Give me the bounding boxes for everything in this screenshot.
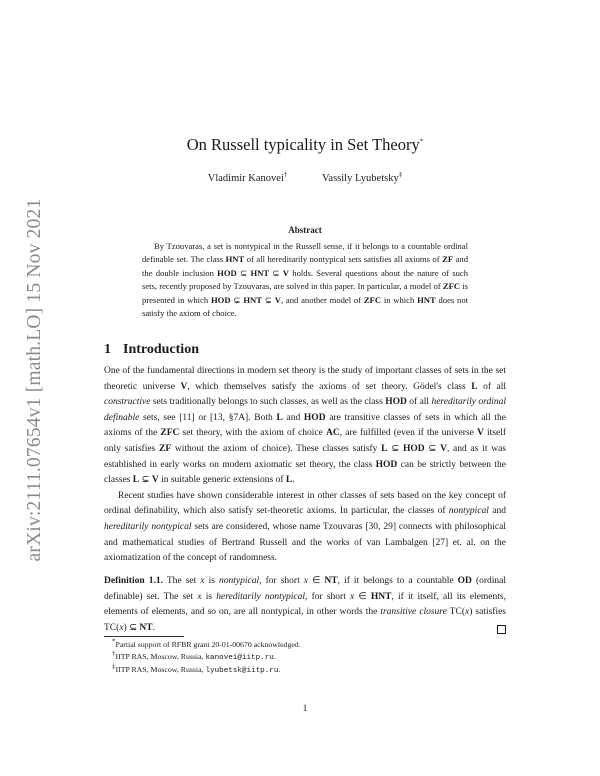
math: L	[381, 443, 388, 454]
author-2-name: Vassily Lyubetsky	[322, 173, 399, 184]
abs-math: HOD	[217, 267, 237, 278]
footnote-text: .	[273, 652, 276, 661]
abs-math: V	[274, 294, 281, 305]
text: ) satisfies TC(	[104, 607, 506, 633]
abs-math: ZFC	[442, 281, 461, 292]
emph: hereditarily ordinal definable	[104, 397, 506, 423]
emph: hereditarily nontypical	[104, 521, 192, 532]
email-link[interactable]: kanovei@iitp.ru	[205, 654, 274, 662]
text: The set	[162, 576, 201, 586]
math: ZFC	[160, 428, 180, 439]
abs-text: ⊆	[269, 267, 283, 278]
text: are transitive classes of sets in which all the axioms of the	[104, 412, 507, 439]
text: (ordinal definable) set. The set	[104, 576, 507, 602]
text: in suitable generic extensions of	[158, 475, 286, 486]
abs-text: holds. Several questions about the nature of such sets, recently proposed by Tzouvaras, are solved in this paper. In particular, a model of	[142, 267, 469, 292]
text: , for short	[305, 591, 351, 602]
math: V	[477, 428, 484, 439]
text: ∈	[354, 591, 371, 602]
text: sets are considered, whose name Tzouvaras [30, 29] connects with philosophical and mathematical studies of Bertrand Russell and the works of van Lambalgen [27] et. al. on the axiomatization of the concept of randomness.	[104, 521, 506, 564]
emph: nontypical	[219, 576, 260, 586]
abs-math: HOD	[210, 294, 231, 305]
text: set theory, with the axiom of choice	[179, 428, 327, 439]
text: of all	[406, 397, 432, 408]
abs-text: ⊆	[236, 267, 251, 278]
math: x	[465, 607, 470, 618]
text: sets traditionally belongs to such classes, as well as the class	[150, 397, 386, 408]
math: x	[350, 591, 355, 602]
title-text: On Russell typicality in Set Theory	[186, 135, 420, 154]
abs-math: HNT	[225, 254, 245, 265]
text: ∈	[308, 576, 325, 586]
math: V	[440, 443, 447, 454]
math: V	[151, 475, 159, 486]
abs-text: is presented in which	[142, 281, 468, 305]
footnote-text: Partial support of RFBR grant 20-01-00670 acknowledged.	[115, 640, 301, 649]
abs-text: in which	[381, 294, 418, 305]
math: OD	[457, 576, 472, 586]
text: , which themselves satisfy the axioms of set theory. Gödel's class	[187, 381, 472, 392]
abs-math: HNT	[250, 267, 270, 278]
abstract-heading: Abstract	[288, 225, 322, 235]
text: can be strictly between the classes	[104, 459, 506, 486]
text: without the axiom of choice). These classes satisfy	[171, 443, 382, 454]
footnote-text: IITP RAS, Moscow, Russia,	[115, 652, 206, 661]
intro-body	[104, 364, 506, 567]
emph: nontypical	[448, 506, 489, 517]
abs-text: does not satisfy the axiom of choice.	[142, 294, 469, 319]
author-2	[322, 170, 403, 184]
footnote-3	[104, 664, 506, 677]
abs-text: of all hereditarily nontypical sets satisfies all axioms of	[244, 254, 443, 265]
text: .	[152, 622, 155, 633]
text: ⊆	[424, 443, 441, 454]
footnote-mark: *	[112, 637, 116, 646]
footnote-1	[104, 639, 506, 651]
definition-label: Definition 1.1.	[104, 576, 163, 586]
text: of all	[477, 381, 506, 392]
emph: transitive closure	[380, 607, 447, 618]
text: ⊆	[387, 443, 403, 454]
math: ZF	[159, 443, 172, 454]
paper-title	[104, 135, 506, 155]
definition-1-1	[104, 574, 506, 636]
footnote-rule	[104, 636, 184, 637]
footnote-mark: †	[112, 649, 116, 658]
math: NT	[324, 576, 338, 586]
text: ⊊	[139, 475, 152, 486]
page-number: 1	[302, 704, 308, 714]
abs-math: HNT	[243, 294, 262, 305]
section-heading	[104, 342, 199, 358]
author-1	[207, 170, 288, 184]
text: Recent studies have shown considerable interest in other classes of sets based on the key concept of ordinal definability, which also satisfy set-theoretic axioms. In particular, the classes of	[104, 490, 506, 517]
abs-text: , and another model of	[280, 294, 364, 305]
emph: hereditarily nontypical	[216, 591, 306, 602]
abs-text: ⊊	[230, 294, 244, 305]
math: x	[200, 576, 205, 586]
abstract-body	[142, 240, 468, 320]
math: HOD	[375, 459, 398, 470]
arxiv-stamp-text: arXiv:2111.07654v1 [math.LO] 15 Nov 2021	[24, 198, 45, 562]
text: and	[282, 412, 304, 423]
math: L	[132, 475, 140, 486]
paragraph-1	[104, 364, 506, 489]
section-title: Introduction	[123, 342, 199, 357]
text: is	[201, 591, 217, 602]
footnote-text: IITP RAS, Moscow, Russia,	[115, 665, 206, 674]
math: AC	[326, 428, 340, 439]
math: HOD	[402, 443, 425, 454]
abs-math: ZF	[442, 254, 454, 265]
math: L	[471, 381, 478, 392]
text: , if it belongs to a countable	[337, 576, 458, 586]
text: sets, see [11] or [13, §7A]. Both	[139, 412, 277, 423]
section-number: 1	[104, 342, 111, 357]
text: itself only satisfies	[104, 428, 507, 454]
abs-text: By Tzouvaras, a set is nontypical in the Russell sense, if it belongs to a countable ordinal definable set. The class	[142, 241, 468, 265]
math: L	[285, 475, 293, 486]
abs-math: HNT	[417, 294, 436, 305]
abs-math: V	[282, 267, 290, 278]
math: x	[119, 622, 124, 633]
footnote-2	[104, 651, 506, 664]
math: V	[180, 381, 188, 392]
author-1-mark: †	[283, 170, 288, 179]
text: is	[204, 576, 220, 586]
abs-text: and the double inclusion	[142, 254, 468, 278]
math: L	[276, 412, 283, 423]
text: , if it itself, all its elements, elements of elements, and so on, are all nontypical, in other words the	[104, 591, 506, 618]
arxiv-stamp	[14, 170, 56, 590]
math: x	[197, 591, 202, 602]
title-footnote-mark: *	[419, 137, 424, 146]
math: x	[303, 576, 308, 586]
authors	[104, 170, 506, 184]
text: ) ⊆	[123, 622, 140, 633]
abs-text: ⊊	[261, 294, 275, 305]
text: One of the fundamental directions in modern set theory is the study of important classes of sets in the set theoretic universe	[104, 366, 506, 392]
math: HOD	[385, 397, 407, 408]
text: , are fulfilled (even if the universe	[339, 428, 477, 439]
footnote-mark: ‡	[112, 662, 116, 671]
math: NT	[139, 622, 153, 633]
text: and	[488, 506, 506, 517]
text: .	[292, 475, 295, 486]
paragraph-2	[104, 489, 506, 567]
math: HNT	[370, 591, 392, 602]
math: HOD	[303, 412, 326, 423]
emph: constructive	[104, 397, 151, 408]
author-2-mark: ‡	[398, 170, 403, 179]
qed-box-icon	[497, 625, 506, 634]
abs-math: ZFC	[363, 294, 382, 305]
footnotes	[104, 639, 506, 677]
text: , for short	[259, 576, 304, 586]
text: TC(	[446, 607, 465, 618]
text: , and as it was established in early works on modern axiomatic set theory, the class	[104, 443, 506, 470]
footnote-text: .	[278, 665, 281, 674]
author-1-name: Vladimir Kanovei	[207, 173, 284, 184]
email-link[interactable]: lyubetsk@iitp.ru	[205, 667, 279, 675]
